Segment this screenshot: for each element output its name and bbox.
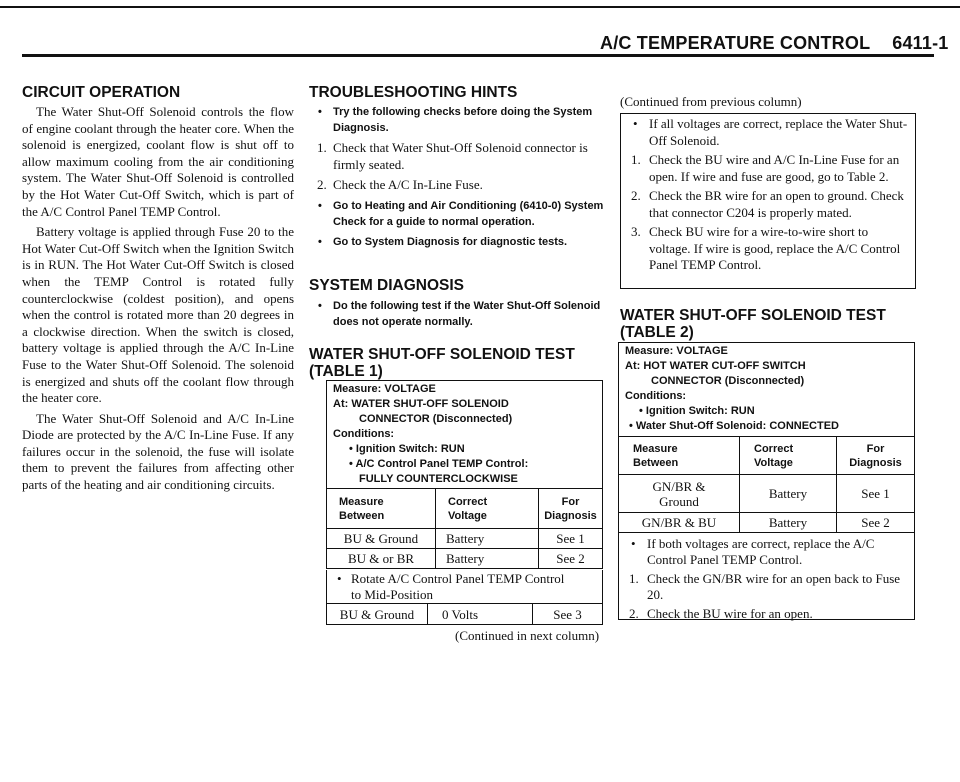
table1-grid	[326, 488, 603, 569]
system-diagnosis-heading: SYSTEM DIAGNOSIS	[309, 277, 465, 294]
hint-item: • Try the following checks before doing the System Diagnosis.	[318, 106, 593, 134]
step-item: 1. Check that Water Shut-Off Solenoid connector is firmly seated.	[317, 140, 588, 172]
header-title: A/C TEMPERATURE CONTROL	[600, 33, 871, 53]
circuit-operation-body	[22, 104, 294, 494]
bullet-icon: •	[639, 405, 646, 417]
table-row: BU & Ground Battery See 1	[327, 529, 603, 549]
header-page-number: 6411-1	[892, 33, 949, 53]
table-row: BU & Ground 0 Volts See 3	[327, 604, 603, 625]
bullet-icon: •	[337, 571, 342, 586]
circuit-paragraph-3: The Water Shut-Off Solenoid and A/C In-Line Diode are protected by the A/C In-Line Fuse. If any failures occur in the solenoid, the fuse will isolate them to prevent the failures from affecting other parts of the heating and air conditioning circuits.	[22, 410, 294, 493]
list-item: • If both voltages are correct, replace the A/C Control Panel TEMP Control.	[631, 536, 875, 567]
bullet-icon: •	[349, 458, 356, 470]
page-header	[600, 33, 949, 54]
list-item: • If all voltages are correct, replace the Water Shut-Off Solenoid.	[633, 116, 908, 148]
troubleshooting-heading: TROUBLESHOOTING HINTS	[309, 84, 518, 101]
bullet-icon: •	[631, 536, 636, 551]
top-border-rule	[0, 6, 960, 8]
table-header-row: Measure Between Correct Voltage For Diagnosis	[327, 489, 603, 529]
table-row: BU & or BR Battery See 2	[327, 549, 603, 569]
table1-note: • Rotate A/C Control Panel TEMP Control to Mid-Position	[326, 570, 603, 604]
circuit-paragraph-1: The Water Shut-Off Solenoid controls the flow of engine coolant through the heater core. When the solenoid is energized, coolant flow is shut off to allow maximum cooling from the air conditioning system. The Water Shut-Off Solenoid is controlled by the Hot Water Cut-Off Switch, which is part of the A/C Control Panel TEMP Control.	[22, 104, 294, 219]
bullet-icon: •	[318, 199, 322, 212]
continued-note: (Continued in next column)	[455, 628, 600, 643]
bullet-icon: •	[633, 116, 638, 131]
hint-item: • Go to System Diagnosis for diagnostic tests.	[318, 235, 568, 248]
step-item: 2. Check the A/C In-Line Fuse.	[317, 177, 483, 192]
table2-grid	[618, 436, 915, 533]
bullet-icon: •	[349, 443, 356, 455]
list-item: 1. Check the BU wire and A/C In-Line Fuse for an open. If wire and fuse are good, go to Table 2.	[631, 152, 900, 184]
table-header-row: Measure Between Correct Voltage For Diagnosis	[619, 437, 915, 475]
bullet-icon: •	[318, 300, 322, 312]
table-row: GN/BR & Ground Battery See 1	[619, 475, 915, 513]
header-rule	[22, 54, 934, 57]
table2-conditions-box: Measure: VOLTAGE At: HOT WATER CUT-OFF SWITCH CONNECTOR (Disconnected) Conditions: • Ignition Switch: RUN • Water Shut-Off Solenoid: CONNECTED	[618, 342, 915, 437]
table1-grid-row3	[326, 603, 603, 625]
bullet-icon: •	[318, 106, 322, 118]
table2-results-box	[618, 532, 915, 620]
table1-results-box	[620, 113, 916, 289]
hint-item: • Do the following test if the Water Shut-Off Solenoid does not operate normally.	[318, 300, 601, 328]
bullet-icon: •	[318, 235, 322, 248]
circuit-paragraph-2: Battery voltage is applied through Fuse 20 to the Hot Water Cut-Off Switch when the Ignition Switch is in RUN. The Hot Water Cut-Off Switch is closed when the TEMP Control is rotated fully counterclockwise (coldest position), and opens when the control is rotated more than 20 degrees in a clockwise direction. When the switch is closed, battery voltage is applied through the A/C In-Line Fuse to the Water Shut-Off Solenoid. The solenoid is energized and shuts off the coolant flow through the heater core.	[22, 224, 294, 406]
hint-item: • Go to Heating and Air Conditioning (6410-0) System Check for a guide to normal operation.	[318, 199, 604, 228]
troubleshooting-list	[309, 104, 609, 254]
bullet-icon: •	[629, 420, 636, 432]
circuit-operation-heading: CIRCUIT OPERATION	[22, 84, 181, 101]
list-item: 3. Check BU wire for a wire-to-wire short to voltage. If wire is good, replace the A/C Control Panel TEMP Control.	[631, 224, 901, 272]
list-item: 1. Check the GN/BR wire for an open back to Fuse 20.	[629, 571, 901, 602]
continued-from-note: (Continued from previous column)	[620, 94, 802, 109]
list-item: 2. Check the BR wire for an open to ground. Check that connector C204 is properly mated.	[631, 188, 904, 220]
table2-heading: WATER SHUT-OFF SOLENOID TEST (TABLE 2)	[620, 307, 886, 341]
table1-conditions-box: Measure: VOLTAGE At: WATER SHUT-OFF SOLENOID CONNECTOR (Disconnected) Conditions: • Ignition Switch: RUN • A/C Control Panel TEMP Control: FULLY COUNTERCLOCKWISE	[326, 380, 603, 489]
table1-heading: WATER SHUT-OFF SOLENOID TEST (TABLE 1)	[309, 346, 575, 380]
table-row: GN/BR & BU Battery See 2	[619, 513, 915, 533]
system-diagnosis-body	[309, 298, 609, 334]
list-item: 2. Check the BU wire for an open.	[629, 606, 813, 621]
